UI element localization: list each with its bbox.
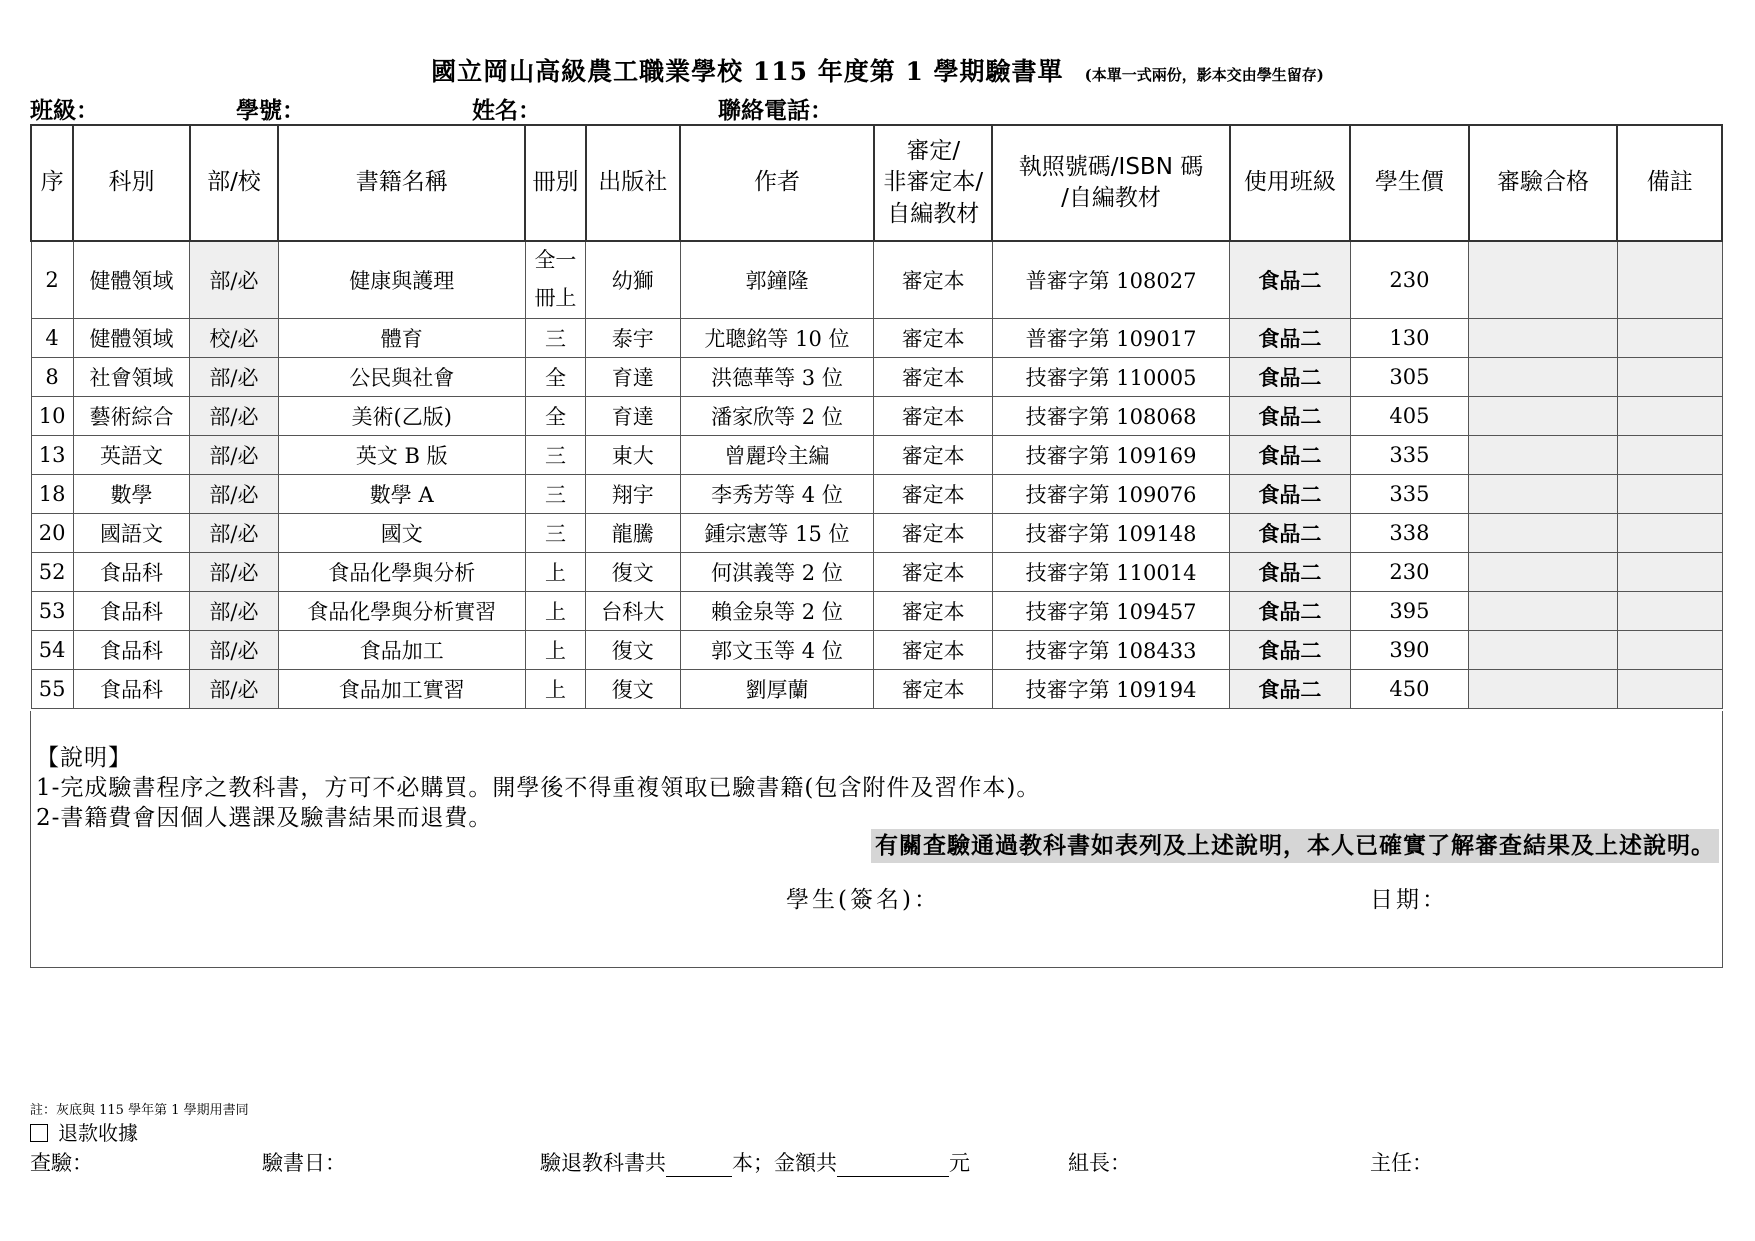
publisher-cell: 復文 xyxy=(586,553,680,592)
class-field-label: 班級： xyxy=(30,97,99,124)
review-status-cell: 審定本 xyxy=(874,514,993,553)
group-leader-label: 組長： xyxy=(1068,1151,1131,1175)
amount-unit: 元 xyxy=(949,1151,970,1175)
class-cell: 食品二 xyxy=(1230,397,1351,436)
license-number-cell: 技審字第 109148 xyxy=(992,514,1229,553)
review-status-cell: 審定本 xyxy=(874,592,993,631)
review-status-cell: 審定本 xyxy=(874,436,993,475)
publisher-cell: 翔宇 xyxy=(586,475,680,514)
subject-cell: 食品科 xyxy=(73,553,190,592)
license-number-cell: 技審字第 109169 xyxy=(992,436,1229,475)
table-row xyxy=(31,475,1722,514)
confirmation-statement: 有關查驗通過教科書如表列及上述說明，本人已確實了解審查結果及上述說明。 xyxy=(871,829,1719,863)
publisher-cell: 復文 xyxy=(586,670,680,709)
license-number-cell: 技審字第 109194 xyxy=(992,670,1229,709)
col-header-seq: 序 xyxy=(31,125,73,241)
volume-cell: 三 xyxy=(525,514,585,553)
price-cell: 395 xyxy=(1350,592,1469,631)
price-cell: 338 xyxy=(1350,514,1469,553)
grey-background-footnote: 註：灰底與 115 學年第 1 學期用書同 xyxy=(30,1103,249,1118)
remarks-cell xyxy=(1617,319,1722,358)
seq-cell: 4 xyxy=(31,319,73,358)
class-cell: 食品二 xyxy=(1230,319,1351,358)
review-status-cell: 審定本 xyxy=(874,319,993,358)
publisher-cell: 台科大 xyxy=(586,592,680,631)
license-number-cell: 技審字第 108433 xyxy=(992,631,1229,670)
type-cell: 部/必 xyxy=(190,397,278,436)
license-number-cell: 技審字第 109457 xyxy=(992,592,1229,631)
table-row xyxy=(31,592,1722,631)
book-title-cell: 美術(乙版) xyxy=(278,397,525,436)
type-cell: 部/必 xyxy=(190,514,278,553)
table-row xyxy=(31,241,1722,319)
document-title: 國立岡山高級農工職業學校 115 年度第 1 學期驗書單 xyxy=(431,57,1064,86)
remarks-cell xyxy=(1617,475,1722,514)
volume-cell: 三 xyxy=(525,475,585,514)
license-number-cell: 技審字第 110014 xyxy=(992,553,1229,592)
author-cell: 潘家欣等 2 位 xyxy=(680,397,874,436)
refund-receipt-checkbox[interactable] xyxy=(30,1124,48,1142)
col-header-license xyxy=(992,125,1229,241)
remarks-cell xyxy=(1617,553,1722,592)
volume-cell: 上 xyxy=(525,553,585,592)
col-header-book: 書籍名稱 xyxy=(278,125,525,241)
review-status-cell: 審定本 xyxy=(874,397,993,436)
passed-cell xyxy=(1469,514,1618,553)
seq-cell: 13 xyxy=(31,436,73,475)
book-title-cell: 體育 xyxy=(278,319,525,358)
textbook-table xyxy=(30,124,1723,709)
seq-cell: 8 xyxy=(31,358,73,397)
publisher-cell: 龍騰 xyxy=(586,514,680,553)
publisher-cell: 東大 xyxy=(586,436,680,475)
table-header-row xyxy=(31,125,1722,241)
title-note: (本單一式兩份，影本交由學生留存) xyxy=(1084,66,1324,84)
seq-cell: 54 xyxy=(31,631,73,670)
col-header-class: 使用班級 xyxy=(1230,125,1351,241)
price-cell: 335 xyxy=(1350,436,1469,475)
notes-heading: 【說明】 xyxy=(36,745,132,771)
col-header-price: 學生價 xyxy=(1350,125,1469,241)
refund-receipt-label: 退款收據 xyxy=(58,1121,138,1145)
returned-books-prefix: 驗退教科書共 xyxy=(540,1151,666,1175)
remarks-cell xyxy=(1617,514,1722,553)
book-title-cell: 數學 A xyxy=(278,475,525,514)
col-header-review-line2: 非審定本/ xyxy=(883,169,984,196)
director-label: 主任： xyxy=(1370,1151,1433,1175)
refund-amount-blank[interactable] xyxy=(837,1154,949,1177)
passed-cell xyxy=(1469,475,1618,514)
passed-cell xyxy=(1469,553,1618,592)
type-cell: 部/必 xyxy=(190,436,278,475)
remarks-cell xyxy=(1617,631,1722,670)
type-cell: 部/必 xyxy=(190,631,278,670)
class-cell: 食品二 xyxy=(1230,514,1351,553)
book-title-cell: 健康與護理 xyxy=(278,241,525,319)
col-header-license-line2: /自編教材 xyxy=(1061,185,1161,211)
volume-cell: 上 xyxy=(525,670,585,709)
inspect-label: 查驗： xyxy=(30,1151,93,1175)
check-date-label: 驗書日： xyxy=(262,1151,346,1175)
license-number-cell: 普審字第 108027 xyxy=(992,241,1229,319)
col-header-passed: 審驗合格 xyxy=(1469,125,1618,241)
table-row xyxy=(31,397,1722,436)
type-cell: 校/必 xyxy=(190,319,278,358)
table-row xyxy=(31,514,1722,553)
type-cell: 部/必 xyxy=(190,358,278,397)
license-number-cell: 技審字第 110005 xyxy=(992,358,1229,397)
book-title-cell: 英文 B 版 xyxy=(278,436,525,475)
col-header-review-line1: 審定/ xyxy=(906,138,961,165)
author-cell: 李秀芳等 4 位 xyxy=(680,475,874,514)
refund-receipt-row xyxy=(30,1117,138,1146)
col-header-subject: 科別 xyxy=(73,125,190,241)
review-status-cell: 審定本 xyxy=(874,553,993,592)
class-cell: 食品二 xyxy=(1230,592,1351,631)
subject-cell: 英語文 xyxy=(73,436,190,475)
volume-cell: 三 xyxy=(525,436,585,475)
author-cell: 劉厚蘭 xyxy=(680,670,874,709)
license-number-cell: 普審字第 109017 xyxy=(992,319,1229,358)
remarks-cell xyxy=(1617,436,1722,475)
author-cell: 鍾宗憲等 15 位 xyxy=(680,514,874,553)
table-row xyxy=(31,436,1722,475)
subject-cell: 數學 xyxy=(73,475,190,514)
remarks-cell xyxy=(1617,358,1722,397)
class-cell: 食品二 xyxy=(1230,475,1351,514)
seq-cell: 53 xyxy=(31,592,73,631)
class-cell: 食品二 xyxy=(1230,553,1351,592)
review-status-cell: 審定本 xyxy=(874,358,993,397)
subject-cell: 健體領域 xyxy=(73,241,190,319)
remarks-cell xyxy=(1617,592,1722,631)
seq-cell: 20 xyxy=(31,514,73,553)
notes-line-1: 1-完成驗書程序之教科書，方可不必購買。開學後不得重複領取已驗書籍(包含附件及習作本)。 xyxy=(36,775,1041,801)
class-cell: 食品二 xyxy=(1230,631,1351,670)
review-status-cell: 審定本 xyxy=(874,670,993,709)
author-cell: 郭文玉等 4 位 xyxy=(680,631,874,670)
table-row xyxy=(31,670,1722,709)
author-cell: 尤聰銘等 10 位 xyxy=(680,319,874,358)
price-cell: 230 xyxy=(1350,241,1469,319)
publisher-cell: 育達 xyxy=(586,397,680,436)
passed-cell xyxy=(1469,397,1618,436)
subject-cell: 食品科 xyxy=(73,670,190,709)
publisher-cell: 幼獅 xyxy=(586,241,680,319)
name-field-label: 姓名： xyxy=(472,97,541,124)
subject-cell: 食品科 xyxy=(73,592,190,631)
notes-section xyxy=(30,711,1723,968)
returned-books-count-blank[interactable] xyxy=(666,1154,732,1177)
author-cell: 洪德華等 3 位 xyxy=(680,358,874,397)
price-cell: 405 xyxy=(1350,397,1469,436)
volume-cell: 全一冊上 xyxy=(525,241,585,319)
class-cell: 食品二 xyxy=(1230,670,1351,709)
book-title-cell: 國文 xyxy=(278,514,525,553)
passed-cell xyxy=(1469,241,1618,319)
volume-cell: 上 xyxy=(525,592,585,631)
license-number-cell: 技審字第 108068 xyxy=(992,397,1229,436)
type-cell: 部/必 xyxy=(190,553,278,592)
volume-cell: 全 xyxy=(525,397,585,436)
price-cell: 450 xyxy=(1350,670,1469,709)
publisher-cell: 復文 xyxy=(586,631,680,670)
table-row xyxy=(31,553,1722,592)
price-cell: 390 xyxy=(1350,631,1469,670)
passed-cell xyxy=(1469,670,1618,709)
book-title-cell: 食品化學與分析實習 xyxy=(278,592,525,631)
passed-cell xyxy=(1469,358,1618,397)
col-header-volume: 冊別 xyxy=(525,125,585,241)
class-cell: 食品二 xyxy=(1230,436,1351,475)
review-status-cell: 審定本 xyxy=(874,475,993,514)
student-id-field-label: 學號： xyxy=(236,97,305,124)
notes-line-2: 2-書籍費會因個人選課及驗書結果而退費。 xyxy=(36,805,493,831)
col-header-remarks: 備註 xyxy=(1617,125,1722,241)
subject-cell: 藝術綜合 xyxy=(73,397,190,436)
passed-cell xyxy=(1469,436,1618,475)
price-cell: 335 xyxy=(1350,475,1469,514)
type-cell: 部/必 xyxy=(190,670,278,709)
returned-books-line xyxy=(540,1147,970,1175)
class-cell: 食品二 xyxy=(1230,358,1351,397)
document-header xyxy=(0,52,1755,88)
price-cell: 130 xyxy=(1350,319,1469,358)
seq-cell: 18 xyxy=(31,475,73,514)
subject-cell: 健體領域 xyxy=(73,319,190,358)
type-cell: 部/必 xyxy=(190,475,278,514)
col-header-review-line3: 自編教材 xyxy=(887,200,980,227)
table-row xyxy=(31,631,1722,670)
table-row xyxy=(31,319,1722,358)
type-cell: 部/必 xyxy=(190,241,278,319)
seq-cell: 2 xyxy=(31,241,73,319)
author-cell: 何淇義等 2 位 xyxy=(680,553,874,592)
col-header-review xyxy=(874,125,993,241)
book-title-cell: 食品加工 xyxy=(278,631,525,670)
date-label: 日期： xyxy=(1370,887,1448,913)
phone-field-label: 聯絡電話： xyxy=(718,97,833,124)
col-header-type: 部/校 xyxy=(190,125,278,241)
subject-cell: 國語文 xyxy=(73,514,190,553)
passed-cell xyxy=(1469,631,1618,670)
author-cell: 賴金泉等 2 位 xyxy=(680,592,874,631)
subject-cell: 社會領域 xyxy=(73,358,190,397)
book-title-cell: 食品化學與分析 xyxy=(278,553,525,592)
returned-books-unit: 本；金額共 xyxy=(732,1151,837,1175)
col-header-license-line1: 執照號碼/ISBN 碼 xyxy=(1018,153,1204,180)
license-number-cell: 技審字第 109076 xyxy=(992,475,1229,514)
author-cell: 曾麗玲主編 xyxy=(680,436,874,475)
table-row xyxy=(31,358,1722,397)
col-header-publisher: 出版社 xyxy=(586,125,680,241)
volume-cell: 三 xyxy=(525,319,585,358)
col-header-author: 作者 xyxy=(680,125,874,241)
price-cell: 305 xyxy=(1350,358,1469,397)
author-cell: 郭鐘隆 xyxy=(680,241,874,319)
student-signature-label: 學生(簽名)： xyxy=(786,887,940,913)
review-status-cell: 審定本 xyxy=(874,631,993,670)
passed-cell xyxy=(1469,592,1618,631)
publisher-cell: 育達 xyxy=(586,358,680,397)
seq-cell: 10 xyxy=(31,397,73,436)
book-title-cell: 公民與社會 xyxy=(278,358,525,397)
volume-cell: 上 xyxy=(525,631,585,670)
class-cell: 食品二 xyxy=(1230,241,1351,319)
remarks-cell xyxy=(1617,241,1722,319)
volume-cell: 全 xyxy=(525,358,585,397)
publisher-cell: 泰宇 xyxy=(586,319,680,358)
seq-cell: 52 xyxy=(31,553,73,592)
passed-cell xyxy=(1469,319,1618,358)
review-status-cell: 審定本 xyxy=(874,241,993,319)
price-cell: 230 xyxy=(1350,553,1469,592)
book-title-cell: 食品加工實習 xyxy=(278,670,525,709)
remarks-cell xyxy=(1617,670,1722,709)
subject-cell: 食品科 xyxy=(73,631,190,670)
seq-cell: 55 xyxy=(31,670,73,709)
remarks-cell xyxy=(1617,397,1722,436)
type-cell: 部/必 xyxy=(190,592,278,631)
